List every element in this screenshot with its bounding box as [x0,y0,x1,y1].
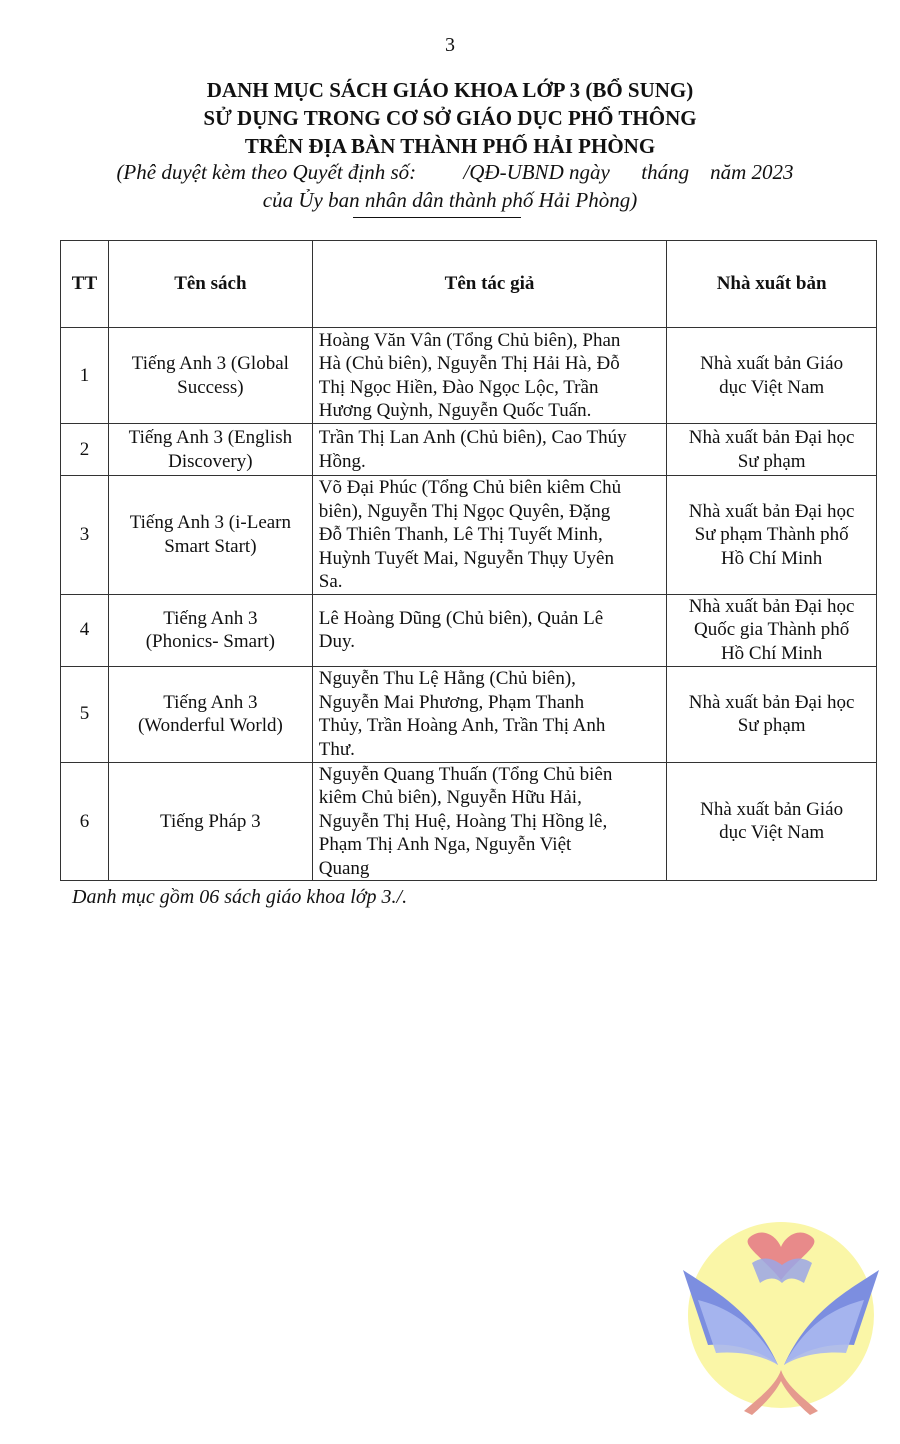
book-name-line: Tiếng Anh 3 (i-Learn [129,512,292,534]
title-line-1: DANH MỤC SÁCH GIÁO KHOA LỚP 3 (BỔ SUNG) [206,78,694,102]
publisher-line: Sư phạm [737,715,806,736]
publisher-cell [667,424,877,476]
author-line: Sa. [318,571,343,592]
publisher-line: Sư phạm [737,450,806,472]
author-line: Huỳnh Tuyết Mai, Nguyễn Thụy Uyên [318,547,614,569]
publisher-cell [667,594,877,666]
author-line: Hồng. [318,450,366,472]
book-name-line: Tiếng Anh 3 [163,691,258,713]
header-author: Tên tác giả [312,241,666,328]
footer-note: Danh mục gồm 06 sách giáo khoa lớp 3./. [72,886,408,908]
book-name-cell [108,666,312,762]
page-number: 3 [445,34,455,56]
table-row [61,424,877,476]
publisher-line: Nhà xuất bản Đại học [688,691,855,713]
author-cell [312,594,666,666]
row-number: 1 [61,328,109,424]
book-name-line: Tiếng Pháp 3 [160,810,261,832]
book-name-cell [108,328,312,424]
book-name-cell [108,762,312,881]
author-line: Thủy, Trần Hoàng Anh, Trần Thị Anh [318,715,606,736]
author-cell [312,762,666,881]
author-line: Nguyễn Thu Lệ Hằng (Chủ biên), [318,668,576,689]
author-line: biên), Nguyễn Thị Ngọc Quyên, Đặng [318,500,611,522]
publisher-line: Nhà xuất bản Giáo [700,798,844,820]
title-line-3: TRÊN ĐỊA BÀN THÀNH PHỐ HẢI PHÒNG [244,134,656,158]
author-line: Nguyễn Thị Huệ, Hoàng Thị Hồng lê, [318,810,608,832]
publisher-cell [667,328,877,424]
title-line-2: SỬ DỤNG TRONG CƠ SỞ GIÁO DỤC PHỔ THÔNG [203,106,697,130]
publisher-line: Hồ Chí Minh [720,642,823,664]
publisher-line: Hồ Chí Minh [720,547,823,569]
subtitle-line-1: (Phê duyệt kèm theo Quyết định số: /QĐ-UBND ngày tháng năm 2023 [116,160,794,184]
table-row [61,594,877,666]
author-line: kiêm Chủ biên), Nguyễn Hữu Hải, [318,787,582,808]
publisher-line: Sư phạm Thành phố [694,524,849,545]
table-row [61,762,877,881]
book-handshake-logo-icon [678,1215,888,1425]
document-title [0,76,900,160]
book-name-line: (Phonics- Smart) [145,631,276,652]
book-name-line: (Wonderful World) [137,715,283,736]
row-number: 3 [61,476,109,595]
publisher-cell [667,762,877,881]
approval-subtitle [0,158,900,214]
publisher-line: Nhà xuất bản Đại học [688,500,855,522]
publisher-line: dục Việt Nam [719,376,825,398]
row-number: 2 [61,424,109,476]
book-name-cell [108,594,312,666]
textbook-table [60,240,877,881]
table-row [61,476,877,595]
row-number: 5 [61,666,109,762]
author-line: Nguyễn Mai Phương, Phạm Thanh [318,691,585,713]
subtitle-line-2: của Ủy ban nhân dân thành phố Hải Phòng) [262,188,638,212]
header-publisher: Nhà xuất bản [667,241,877,328]
author-line: Quang [318,857,370,879]
author-cell [312,666,666,762]
table-row [61,328,877,424]
row-number: 6 [61,762,109,881]
book-name-line: Smart Start) [164,535,257,557]
publisher-line: Nhà xuất bản Giáo [700,353,844,374]
author-line: Thư. [318,738,355,760]
author-line: Võ Đại Phúc (Tổng Chủ biên kiêm Chủ [318,477,622,498]
book-name-line: Success) [177,376,244,398]
author-cell [312,476,666,595]
book-name-line: Tiếng Anh 3 [163,607,258,629]
author-line: Hương Quỳnh, Nguyễn Quốc Tuấn. [318,400,592,421]
row-number: 4 [61,594,109,666]
author-line: Duy. [318,631,356,652]
author-line: Hà (Chủ biên), Nguyễn Thị Hải Hà, Đỗ [318,353,620,374]
publisher-line: Nhà xuất bản Đại học [688,595,855,617]
author-line: Hoàng Văn Vân (Tổng Chủ biên), Phan [318,329,621,351]
table-header-row [61,241,877,328]
author-line: Trần Thị Lan Anh (Chủ biên), Cao Thúy [318,427,627,448]
author-line: Lê Hoàng Dũng (Chủ biên), Quản Lê [318,607,604,629]
author-cell [312,328,666,424]
publisher-line: Quốc gia Thành phố [693,619,850,641]
publisher-cell [667,666,877,762]
table-row [61,666,877,762]
publisher-line: Nhà xuất bản Đại học [688,427,855,448]
book-name-cell [108,476,312,595]
author-line: Phạm Thị Anh Nga, Nguyễn Việt [318,834,572,855]
header-tt: TT [61,241,109,328]
publisher-cell [667,476,877,595]
publisher-line: dục Việt Nam [719,822,825,844]
author-line: Nguyễn Quang Thuấn (Tổng Chủ biên [318,763,613,785]
author-line: Thị Ngọc Hiền, Đào Ngọc Lộc, Trần [318,376,599,398]
book-name-cell [108,424,312,476]
author-cell [312,424,666,476]
book-name-line: Discovery) [168,450,253,472]
author-line: Đỗ Thiên Thanh, Lê Thị Tuyết Minh, [318,524,603,545]
book-name-line: Tiếng Anh 3 (Global [131,353,289,374]
subtitle-underline [353,217,521,218]
book-name-line: Tiếng Anh 3 (English [128,427,293,448]
table-body [61,328,877,881]
header-book-name: Tên sách [108,241,312,328]
